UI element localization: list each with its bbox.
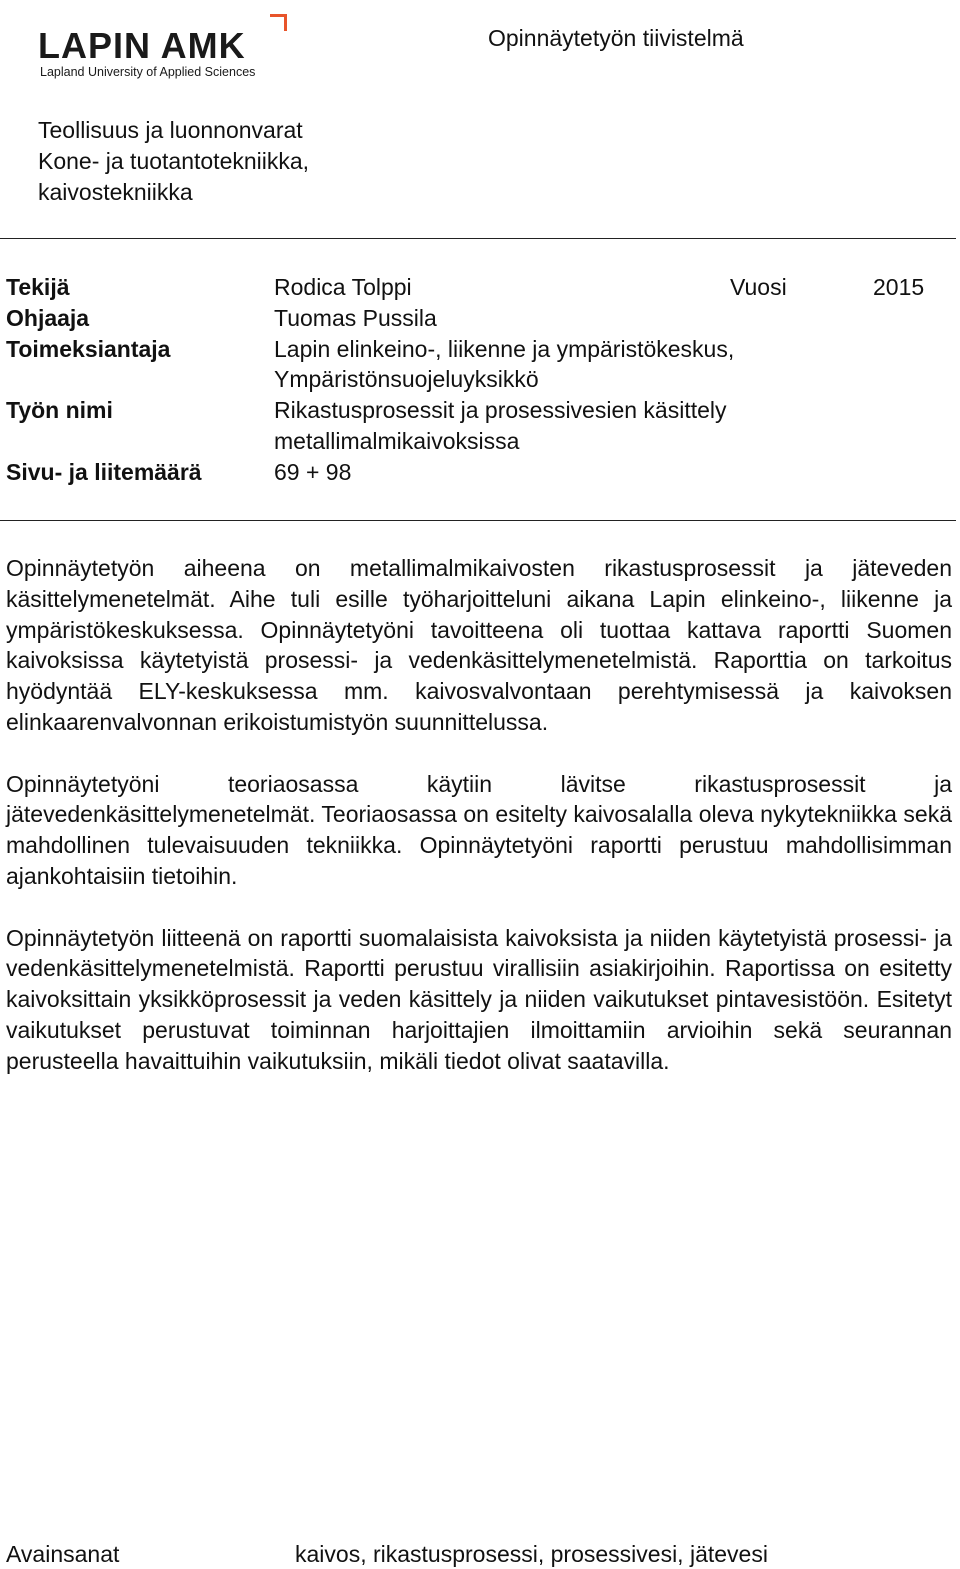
keywords-label: Avainsanat: [6, 1541, 120, 1567]
supervisor-value: Tuomas Pussila: [274, 304, 437, 331]
logo-subtitle: Lapland University of Applied Sciences: [40, 65, 256, 79]
school-line-3: kaivostekniikka: [38, 179, 193, 205]
commissioner-value-line-2: Ympäristönsuojeluyksikkö: [274, 366, 539, 393]
thesis-title-line-2: metallimalmikaivoksissa: [274, 427, 520, 454]
school-line-1: Teollisuus ja luonnonvarat: [38, 117, 303, 143]
commissioner-value: [274, 334, 936, 396]
supervisor-label: Ohjaaja: [6, 304, 90, 331]
logo-name: LAPIN AMK: [38, 25, 246, 66]
pages-label: Sivu- ja liitemäärä: [6, 458, 202, 485]
year-label: Vuosi: [730, 274, 787, 300]
divider-top: [0, 238, 956, 239]
abstract-paragraph-3: Opinnäytetyön liitteenä on raportti suomalaisista kaivoksista ja niiden käytetyistä prosessi- ja vedenkäsittelymenetelmistä. Raportti perustuu virallisiin asiakirjoihin. Raportissa on esitetty kaivoksittain yksikköprosessit ja veden käsittely ja niiden vaikutukset pintavesistöön. Esitetyt vaikutukset perustuvat toiminnan harjoittajien ilmoittamiin arvioihin sekä seurannan perusteella havaittuihin vaikutuksiin, mikäli tiedot olivat saatavilla.: [6, 924, 952, 1074]
abstract-text: [6, 553, 952, 1107]
school-info: [38, 115, 309, 208]
keywords-value: kaivos, rikastusprosessi, prosessivesi, jätevesi: [295, 1541, 768, 1567]
lapin-amk-logo: [38, 14, 288, 82]
author-label: Tekijä: [6, 274, 70, 300]
metadata-table: [6, 272, 936, 488]
divider-bottom: [0, 520, 956, 521]
author-value: Rodica Tolppi: [274, 274, 412, 300]
commissioner-label: Toimeksiantaja: [6, 335, 171, 362]
thesis-title-line-1: Rikastusprosessit ja prosessivesien käsittely: [274, 397, 727, 424]
meta-row-title: [6, 395, 936, 457]
meta-row-commissioner: [6, 334, 936, 396]
pages-value: 69 + 98: [274, 458, 352, 485]
logo-corner-mark-icon: [270, 14, 287, 31]
meta-row-pages: [6, 457, 936, 488]
meta-row-author: [6, 272, 936, 303]
abstract-paragraph-2: Opinnäytetyöni teoriaosassa käytiin lävitse rikastusprosessit ja jätevedenkäsittelymenetelmät. Teoriaosassa on esitelty kaivosalalla oleva nykytekniikka sekä mahdollinen tulevaisuuden tekniikka. Opinnäytetyöni raportti perustuu mahdollisimman ajankohtaisiin tietoihin.: [6, 770, 952, 889]
year-value: 2015: [873, 274, 925, 300]
school-line-2: Kone- ja tuotantotekniikka,: [38, 148, 310, 174]
thesis-title-label: Työn nimi: [6, 397, 113, 424]
commissioner-value-line-1: Lapin elinkeino-, liikenne ja ympäristökeskus,: [274, 335, 735, 362]
document-type-title: Opinnäytetyön tiivistelmä: [488, 25, 744, 51]
meta-row-supervisor: [6, 303, 936, 334]
thesis-title-value: [274, 395, 936, 457]
abstract-paragraph-1: Opinnäytetyön aiheena on metallimalmikaivosten rikastusprosessit ja jäteveden käsittelymenetelmät. Aihe tuli esille työharjoitteluni aikana Lapin elinkeino-, liikenne ja ympäristökeskuksessa. Opinnäytetyöni tavoitteena oli tuottaa kattava raportti Suomen kaivoksissa käytetyistä prosessi- ja vedenkäsittelymenetelmistä. Raporttia on tarkoitus hyödyntää ELY-keskuksessa mm. kaivosvalvontaan perehtymisessä ja kaivoksen elinkaarenvalvonnan erikoistumistyön suunnittelussa.: [6, 555, 952, 735]
